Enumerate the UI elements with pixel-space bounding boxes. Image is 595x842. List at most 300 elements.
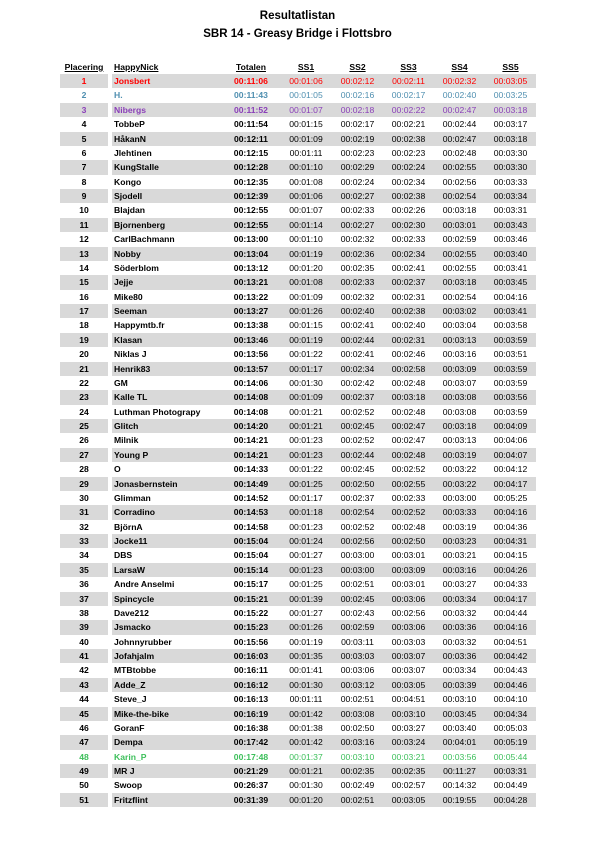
ss3-time-cell: 00:02:30 [383,218,434,232]
total-time-cell: 00:14:20 [222,419,280,433]
ss3-time-cell: 00:02:41 [391,262,426,273]
ss1-time-cell: 00:01:19 [289,636,323,647]
total-time-cell: 00:16:38 [233,722,269,733]
ss1-time-cell: 00:01:27 [289,550,323,561]
ss3-time-cell: 00:02:31 [391,291,426,302]
placering-cell: 22 [79,377,89,388]
ss1-time-cell: 00:01:42 [280,735,332,749]
ss4-time-cell: 00:03:32 [442,607,477,618]
ss3-time-cell: 00:02:37 [383,275,434,289]
placering-cell: 42 [79,665,89,676]
ss3-time-cell: 00:02:34 [383,247,434,261]
table-row [60,117,536,131]
nick-cell: Blajdan [114,205,146,216]
table-row [60,419,536,433]
ss5-time-cell: 00:03:59 [485,333,536,347]
nick-cell: Nobby [112,247,222,261]
table-row [60,707,536,721]
ss4-time-cell: 00:03:23 [434,534,485,548]
placering-cell: 37 [60,592,108,606]
ss1-time-cell: 00:01:38 [289,722,323,733]
ss4-time-cell: 00:02:40 [442,90,477,101]
total-time-cell: 00:21:29 [222,764,280,778]
document-subtitle: SBR 14 - Greasy Bridge i Flottsbro [203,28,392,40]
ss5-time-cell: 00:05:25 [493,492,528,503]
nick-cell: Milnik [114,435,139,446]
ss3-time-cell: 00:02:58 [383,362,434,376]
total-time-cell: 00:15:14 [222,563,280,577]
nick-cell: Jlehtinen [114,147,152,158]
ss4-time-cell: 00:02:32 [434,74,485,88]
header-ss2: SS2 [349,62,366,72]
total-time-cell: 00:26:37 [233,780,269,791]
total-time-cell: 00:12:35 [233,176,269,187]
ss5-time-cell: 00:04:42 [485,649,536,663]
nick-cell: Mike-the-bike [112,707,222,721]
table-row [60,462,536,476]
ss5-time-cell: 00:04:06 [493,435,528,446]
table-row [60,721,536,735]
nick-cell: Dave212 [114,607,149,618]
total-time-cell: 00:12:11 [222,132,280,146]
ss2-time-cell: 00:02:40 [332,304,383,318]
ss4-time-cell: 00:03:34 [434,592,485,606]
ss2-time-cell: 00:02:45 [332,419,383,433]
placering-cell: 11 [60,218,108,232]
placering-cell: 31 [60,505,108,519]
ss5-time-cell: 00:04:43 [493,665,528,676]
ss1-time-cell: 00:01:30 [289,377,323,388]
total-time-cell: 00:15:04 [222,534,280,548]
placering-cell: 41 [60,649,108,663]
total-time-cell: 00:14:49 [222,477,280,491]
ss2-time-cell: 00:02:16 [340,90,375,101]
ss5-time-cell: 00:03:58 [493,320,528,331]
table-row [60,678,536,692]
nick-cell: Karin_P [114,751,147,762]
ss2-time-cell: 00:02:33 [340,205,375,216]
ss1-time-cell: 00:01:15 [289,119,323,130]
ss3-time-cell: 00:02:47 [383,419,434,433]
nick-cell: Luthman Photograpy [114,406,201,417]
total-time-cell: 00:15:04 [233,550,269,561]
ss3-time-cell: 00:02:38 [383,304,434,318]
ss1-time-cell: 00:01:22 [289,464,323,475]
ss1-time-cell: 00:01:25 [289,579,323,590]
ss5-time-cell: 00:03:34 [485,189,536,203]
ss4-time-cell: 00:03:22 [442,464,477,475]
ss1-time-cell: 00:01:09 [280,132,332,146]
ss1-time-cell: 00:01:21 [289,406,323,417]
ss4-time-cell: 00:03:07 [442,377,477,388]
ss3-time-cell: 00:03:01 [391,579,426,590]
ss2-time-cell: 00:02:19 [332,132,383,146]
ss4-time-cell: 00:03:27 [442,579,477,590]
nick-cell: CarlBachmann [114,234,175,245]
ss3-time-cell: 00:02:34 [391,176,426,187]
total-time-cell: 00:13:00 [233,234,269,245]
ss3-time-cell: 00:03:18 [383,390,434,404]
ss3-time-cell: 00:03:07 [391,665,426,676]
nick-cell: Fritzflint [112,793,222,807]
nick-cell: Glitch [112,419,222,433]
ss1-time-cell: 00:01:23 [289,521,323,532]
ss1-time-cell: 00:01:09 [280,390,332,404]
table-row [60,505,536,519]
ss5-time-cell: 00:04:34 [485,707,536,721]
ss1-time-cell: 00:01:19 [280,247,332,261]
total-time-cell: 00:13:12 [233,262,269,273]
ss4-time-cell: 00:03:36 [434,620,485,634]
nick-cell: Seeman [112,304,222,318]
ss4-time-cell: 00:11:27 [434,764,485,778]
total-time-cell: 00:12:55 [233,205,269,216]
placering-cell: 43 [60,678,108,692]
ss4-time-cell: 00:03:13 [434,333,485,347]
ss5-time-cell: 00:03:18 [485,103,536,117]
placering-cell: 23 [60,390,108,404]
placering-cell: 50 [79,780,89,791]
nick-cell: GoranF [114,722,145,733]
table-row [60,261,536,275]
ss1-time-cell: 00:01:24 [280,534,332,548]
ss5-time-cell: 00:03:46 [493,234,528,245]
header-ss4: SS4 [451,62,468,72]
nick-cell: Niklas J [114,349,147,360]
ss4-time-cell: 00:03:01 [434,218,485,232]
ss2-time-cell: 00:02:32 [340,291,375,302]
total-time-cell: 00:14:06 [233,377,269,388]
ss5-time-cell: 00:04:44 [493,607,528,618]
ss5-time-cell: 00:03:41 [485,304,536,318]
ss2-time-cell: 00:02:32 [340,234,375,245]
ss3-time-cell: 00:02:48 [391,377,426,388]
total-time-cell: 00:11:43 [234,90,268,101]
ss1-time-cell: 00:01:06 [280,74,332,88]
table-row [60,304,536,318]
table-row [60,203,536,217]
placering-cell: 6 [81,147,87,158]
nick-cell: Kalle TL [112,390,222,404]
nick-cell: Mike80 [114,291,143,302]
placering-cell: 24 [79,406,89,417]
placering-cell: 1 [60,74,108,88]
ss1-time-cell: 00:01:21 [280,764,332,778]
nick-cell: Happymtb.fr [114,320,165,331]
ss5-time-cell: 00:04:09 [485,419,536,433]
ss1-time-cell: 00:01:26 [280,304,332,318]
ss4-time-cell: 00:03:09 [434,362,485,376]
table-row [60,764,536,778]
ss1-time-cell: 00:01:22 [289,349,323,360]
ss5-time-cell: 00:04:49 [493,780,528,791]
ss1-time-cell: 00:01:21 [280,419,332,433]
ss4-time-cell: 00:03:13 [442,435,477,446]
total-time-cell: 00:11:54 [234,119,268,130]
ss4-time-cell: 00:03:04 [442,320,477,331]
placering-cell: 38 [79,607,89,618]
ss4-time-cell: 00:03:32 [442,636,477,647]
ss3-time-cell: 00:02:38 [383,132,434,146]
table-row [60,433,536,447]
ss5-time-cell: 00:03:30 [493,147,528,158]
ss3-time-cell: 00:02:40 [391,320,426,331]
ss1-time-cell: 00:01:23 [280,448,332,462]
nick-cell: Henrik83 [112,362,222,376]
ss3-time-cell: 00:02:52 [383,505,434,519]
ss2-time-cell: 00:03:00 [332,563,383,577]
ss2-time-cell: 00:02:27 [332,218,383,232]
table-row [60,649,536,663]
ss3-time-cell: 00:02:47 [391,435,426,446]
table-row [60,390,536,404]
nick-cell: H. [114,90,123,101]
total-time-cell: 00:11:06 [222,74,280,88]
total-time-cell: 00:17:42 [222,735,280,749]
total-time-cell: 00:12:28 [222,160,280,174]
table-row [60,620,536,634]
nick-cell: Andre Anselmi [114,579,175,590]
ss1-time-cell: 00:01:26 [280,620,332,634]
ss4-time-cell: 00:03:39 [434,678,485,692]
ss4-time-cell: 00:02:47 [434,103,485,117]
ss3-time-cell: 00:03:05 [383,678,434,692]
ss3-time-cell: 00:03:01 [391,550,426,561]
nick-cell: MR J [112,764,222,778]
ss1-time-cell: 00:01:23 [289,435,323,446]
total-time-cell: 00:15:56 [233,636,269,647]
ss3-time-cell: 00:03:05 [383,793,434,807]
ss4-time-cell: 00:02:47 [434,132,485,146]
header-totalen: Totalen [236,62,266,72]
ss1-time-cell: 00:01:27 [289,607,323,618]
total-time-cell: 00:16:13 [233,694,269,705]
ss5-time-cell: 00:05:19 [485,735,536,749]
placering-cell: 39 [60,620,108,634]
ss4-time-cell: 00:03:08 [442,406,477,417]
ss2-time-cell: 00:02:50 [340,722,375,733]
ss3-time-cell: 00:02:11 [383,74,434,88]
ss2-time-cell: 00:03:03 [332,649,383,663]
placering-cell: 30 [79,492,89,503]
nick-cell: Jonasbernstein [112,477,222,491]
placering-cell: 33 [60,534,108,548]
ss1-time-cell: 00:01:10 [280,160,332,174]
total-time-cell: 00:13:27 [222,304,280,318]
total-time-cell: 00:14:21 [222,448,280,462]
nick-cell: Adde_Z [112,678,222,692]
ss5-time-cell: 00:03:31 [493,205,528,216]
total-time-cell: 00:31:39 [222,793,280,807]
table-row [60,477,536,491]
ss2-time-cell: 00:02:42 [340,377,375,388]
ss5-time-cell: 00:05:03 [493,722,528,733]
ss5-time-cell: 00:03:25 [493,90,528,101]
placering-cell: 16 [79,291,89,302]
total-time-cell: 00:14:53 [222,505,280,519]
nick-cell: Jejje [112,275,222,289]
ss3-time-cell: 00:02:35 [383,764,434,778]
ss2-time-cell: 00:02:54 [332,505,383,519]
header-ss3: SS3 [400,62,417,72]
ss5-time-cell: 00:04:51 [493,636,528,647]
ss3-time-cell: 00:02:26 [391,205,426,216]
ss1-time-cell: 00:01:35 [280,649,332,663]
table-row [60,218,536,232]
placering-cell: 45 [60,707,108,721]
table-row [60,491,536,505]
ss5-time-cell: 00:04:31 [485,534,536,548]
total-time-cell: 00:16:19 [222,707,280,721]
ss2-time-cell: 00:02:44 [332,333,383,347]
placering-cell: 48 [79,751,89,762]
placering-cell: 29 [60,477,108,491]
ss1-time-cell: 00:01:20 [280,793,332,807]
ss3-time-cell: 00:03:21 [391,751,426,762]
ss5-time-cell: 00:04:15 [493,550,528,561]
placering-cell: 7 [60,160,108,174]
ss2-time-cell: 00:02:45 [332,592,383,606]
table-row [60,735,536,749]
nick-cell: Jsmacko [112,620,222,634]
ss2-time-cell: 00:02:51 [340,694,375,705]
ss1-time-cell: 00:01:17 [280,362,332,376]
ss3-time-cell: 00:02:46 [391,349,426,360]
total-time-cell: 00:14:52 [233,492,269,503]
ss4-time-cell: 00:02:55 [442,262,477,273]
ss5-time-cell: 00:04:16 [485,620,536,634]
table-row [60,362,536,376]
ss2-time-cell: 00:02:27 [332,189,383,203]
ss5-time-cell: 00:04:46 [485,678,536,692]
ss1-time-cell: 00:01:14 [280,218,332,232]
table-row [60,750,536,764]
placering-cell: 21 [60,362,108,376]
total-time-cell: 00:13:38 [233,320,269,331]
ss5-time-cell: 00:03:31 [485,764,536,778]
ss2-time-cell: 00:03:16 [332,735,383,749]
nick-cell: Dempa [112,735,222,749]
placering-cell: 18 [79,320,89,331]
table-row [60,692,536,706]
total-time-cell: 00:13:57 [222,362,280,376]
placering-cell: 36 [79,579,89,590]
ss4-time-cell: 00:03:33 [434,505,485,519]
ss4-time-cell: 00:14:32 [442,780,477,791]
table-row [60,548,536,562]
placering-cell: 20 [79,349,89,360]
ss4-time-cell: 00:03:40 [442,722,477,733]
table-row [60,103,536,117]
ss2-time-cell: 00:02:17 [340,119,375,130]
ss3-time-cell: 00:02:48 [391,406,426,417]
ss3-time-cell: 00:02:31 [383,333,434,347]
header-placering: Placering [64,62,104,72]
ss3-time-cell: 00:02:48 [383,448,434,462]
ss4-time-cell: 00:02:54 [434,189,485,203]
table-row [60,160,536,174]
ss2-time-cell: 00:02:24 [340,176,375,187]
nick-cell: BjörnA [114,521,143,532]
ss1-time-cell: 00:01:19 [280,333,332,347]
placering-cell: 2 [81,90,87,101]
ss5-time-cell: 00:03:17 [493,119,528,130]
table-row [60,606,536,620]
table-row [60,376,536,390]
ss3-time-cell: 00:03:07 [383,649,434,663]
total-time-cell: 00:12:39 [222,189,280,203]
nick-cell: Spincycle [112,592,222,606]
ss4-time-cell: 00:03:02 [434,304,485,318]
ss5-time-cell: 00:03:40 [485,247,536,261]
placering-cell: 35 [60,563,108,577]
ss5-time-cell: 00:04:16 [485,505,536,519]
ss4-time-cell: 00:03:45 [434,707,485,721]
ss4-time-cell: 00:03:19 [442,521,477,532]
ss4-time-cell: 00:02:48 [442,147,477,158]
ss2-time-cell: 00:02:29 [332,160,383,174]
ss1-time-cell: 00:01:30 [289,780,323,791]
ss5-time-cell: 00:03:51 [493,349,528,360]
nick-cell: Söderblom [114,262,159,273]
ss2-time-cell: 00:03:11 [341,636,374,647]
nick-cell: LarsaW [112,563,222,577]
ss5-time-cell: 00:03:33 [493,176,528,187]
total-time-cell: 00:11:52 [222,103,280,117]
ss2-time-cell: 00:02:51 [332,793,383,807]
total-time-cell: 00:12:55 [222,218,280,232]
nick-cell: GM [114,377,128,388]
ss1-time-cell: 00:01:37 [289,751,323,762]
ss5-time-cell: 00:04:10 [493,694,528,705]
total-time-cell: 00:15:23 [222,620,280,634]
placering-cell: 10 [79,205,89,216]
placering-cell: 15 [60,275,108,289]
ss4-time-cell: 00:03:34 [442,665,477,676]
ss1-time-cell: 00:01:08 [289,176,323,187]
ss3-time-cell: 00:03:06 [383,592,434,606]
ss4-time-cell: 00:02:54 [442,291,477,302]
ss2-time-cell: 00:02:59 [332,620,383,634]
placering-cell: 14 [79,262,89,273]
nick-cell: Nibergs [112,103,222,117]
ss4-time-cell: 00:03:16 [442,349,477,360]
ss4-time-cell: 00:19:55 [434,793,485,807]
total-time-cell: 00:13:21 [222,275,280,289]
ss2-time-cell: 00:02:41 [340,320,375,331]
ss2-time-cell: 00:02:51 [340,579,375,590]
ss3-time-cell: 00:02:52 [391,464,426,475]
total-time-cell: 00:14:21 [233,435,269,446]
total-time-cell: 00:13:46 [222,333,280,347]
ss4-time-cell: 00:03:10 [442,694,477,705]
table-row [60,534,536,548]
ss1-time-cell: 00:01:09 [289,291,323,302]
ss3-time-cell: 00:02:55 [383,477,434,491]
table-row [60,189,536,203]
ss3-time-cell: 00:02:38 [383,189,434,203]
ss3-time-cell: 00:02:56 [391,607,426,618]
placering-cell: 5 [60,132,108,146]
ss2-time-cell: 00:02:52 [340,521,375,532]
table-row [60,577,536,591]
table-row [60,74,536,88]
total-time-cell: 00:14:08 [233,406,269,417]
total-time-cell: 00:16:12 [222,678,280,692]
ss5-time-cell: 00:04:28 [485,793,536,807]
ss2-time-cell: 00:02:37 [332,390,383,404]
nick-cell: DBS [114,550,133,561]
